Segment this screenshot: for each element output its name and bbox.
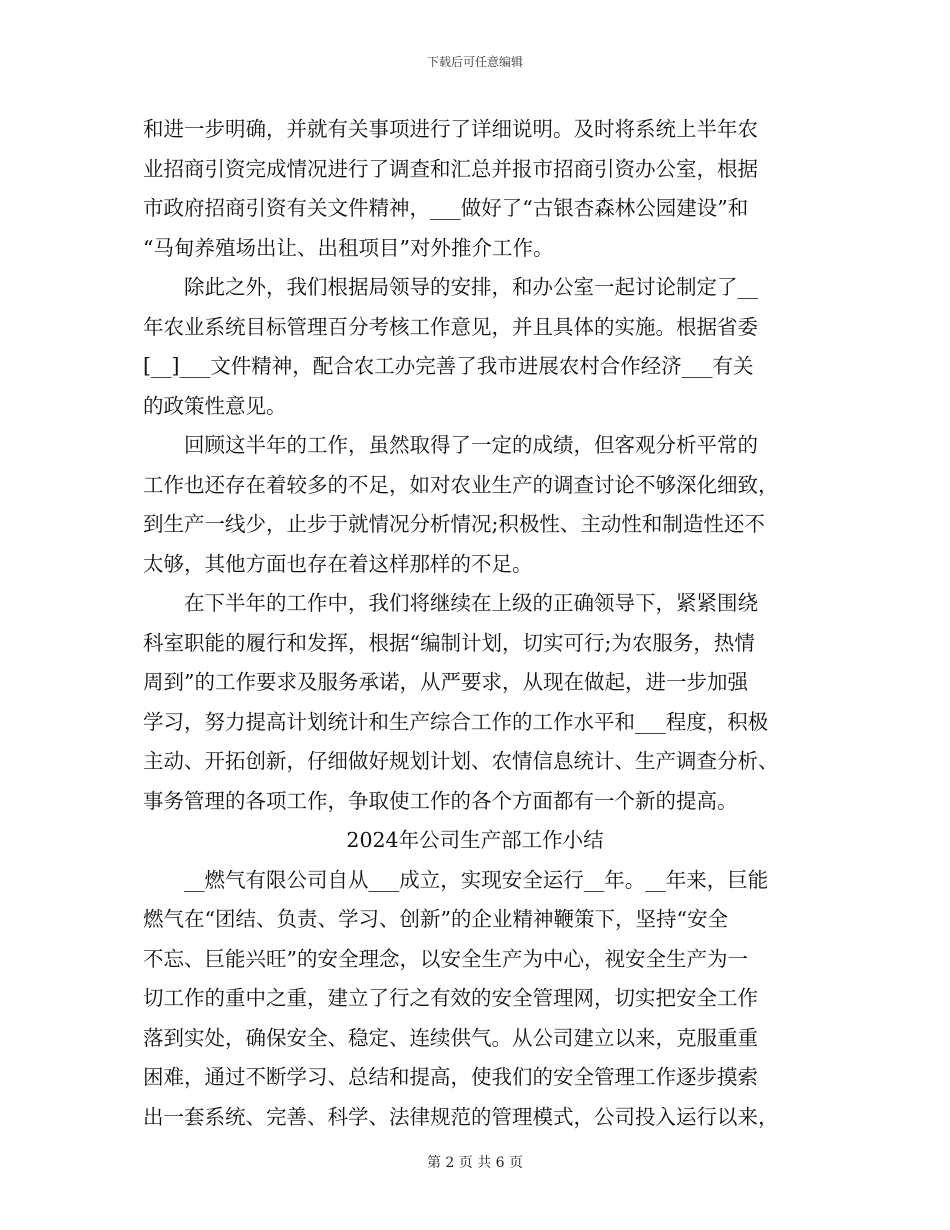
text-line: 市政府招商引资有关文件精神，___做好了“古银杏森林公园建设”和 — [143, 196, 749, 220]
text-line: 落到实处，确保安全、稳定、连续供气。从公司建立以来，克服重重 — [143, 1025, 758, 1050]
text-line: [__]___文件精神，配合农工办完善了我市进展农村合作经济___有关 — [143, 354, 754, 378]
section-title: 2024年公司生产部工作小结 — [346, 828, 604, 852]
text-line: 主动、开拓创新，仔细做好规划计划、农情信息统计、生产调查分析、 — [143, 749, 779, 773]
text-line: 年农业系统目标管理百分考核工作意见，并且具体的实施。根据省委 — [143, 314, 758, 339]
text-line: 和进一步明确，并就有关事项进行了详细说明。及时将系统上半年农 — [143, 117, 758, 141]
text-line: “马甸养殖场出让、出租项目”对外推介工作。 — [143, 235, 554, 260]
text-line: 困难，通过不断学习、总结和提高，使我们的安全管理工作逐步摸索 — [143, 1065, 758, 1089]
text-line: 太够，其他方面也存在着这样那样的不足。 — [143, 551, 533, 576]
paragraph-start-line: 除此之外，我们根据局领导的安排，和办公室一起讨论制定了__ — [184, 275, 758, 299]
page-header: 下载后可任意编辑 — [426, 55, 523, 69]
paragraph-start-line: 回顾这半年的工作，虽然取得了一定的成绩，但客观分析平常的 — [184, 433, 758, 457]
text-line: 切工作的重中之重，建立了行之有效的安全管理网，切实把安全工作 — [143, 986, 758, 1010]
text-line: 周到”的工作要求及服务承诺，从严要求，从现在做起，进一步加强 — [143, 670, 748, 694]
text-line: 不忘、巨能兴旺”的安全理念，以安全生产为中心，视安全生产为一 — [143, 946, 748, 971]
text-line: 到生产一线少，止步于就情况分析情况;积极性、主动性和制造性还不 — [143, 512, 765, 536]
text-line: 业招商引资完成情况进行了调查和汇总并报市招商引资办公室，根据 — [143, 156, 758, 181]
text-line: 的政策性意见。 — [143, 393, 287, 418]
text-line: 出一套系统、完善、科学、法律规范的管理模式，公司投入运行以来， — [143, 1104, 779, 1129]
paragraph-start-line: 在下半年的工作中，我们将继续在上级的正确领导下，紧紧围绕 — [184, 591, 758, 615]
page-footer: 第 2 页 共 6 页 — [426, 1155, 524, 1171]
text-line: 科室职能的履行和发挥，根据“编制计划，切实可行;为农服务，热情 — [143, 630, 755, 655]
paragraph-start-line: __燃气有限公司自从___成立，实现安全运行__年。__年来，巨能 — [184, 867, 769, 892]
text-line: 工作也还存在着较多的不足，如对农业生产的调查讨论不够深化细致， — [143, 472, 779, 497]
document-body — [143, 110, 807, 1137]
text-line: 学习，努力提高计划统计和生产综合工作的工作水平和___程度，积极 — [143, 709, 769, 734]
text-line: 燃气在“团结、负责、学习、创新”的企业精神鞭策下，坚持“安全 — [143, 907, 728, 931]
text-line: 事务管理的各项工作，争取使工作的各个方面都有一个新的提高。 — [143, 788, 738, 813]
